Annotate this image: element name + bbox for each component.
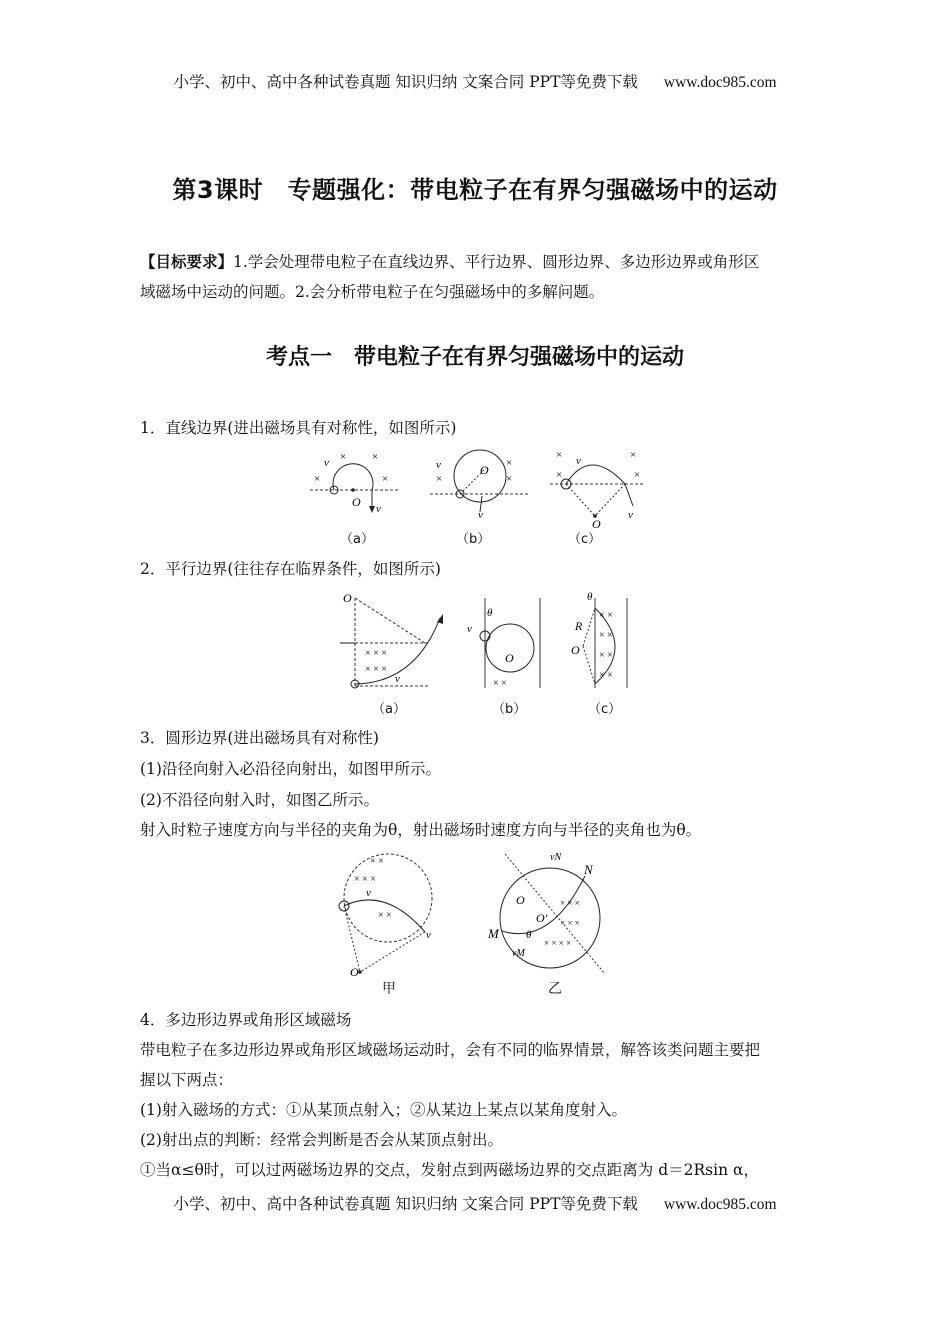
fig1a xyxy=(310,451,400,515)
svg-text:×: × xyxy=(634,469,641,481)
fig2b-v: v xyxy=(467,623,472,635)
svg-text:× × × ×: × × × × xyxy=(544,938,572,948)
svg-text:× × ×: × × × xyxy=(354,874,376,885)
svg-text:×: × xyxy=(314,473,321,485)
caption-2a: （a） xyxy=(372,702,406,717)
svg-text:×: × xyxy=(506,457,513,469)
figure-parallel-boundary xyxy=(335,588,645,698)
fig3-yi-vN: vN xyxy=(550,852,562,863)
fig3-jia xyxy=(339,854,432,976)
footer-text: 小学、初中、高中各种试卷真题 知识归纳 文案合同 PPT等免费下载 xyxy=(173,1195,638,1213)
item-4b: 握以下两点： xyxy=(140,1071,234,1089)
caption-jia: 甲 xyxy=(382,981,396,997)
fig1b xyxy=(430,450,530,521)
svg-text:× × ×: × × × xyxy=(365,648,387,659)
fig2b-O: O xyxy=(505,651,514,665)
fig2a-O: O xyxy=(343,591,352,605)
goal-line-2: 域磁场中运动的问题。2.会分析带电粒子在匀强磁场中的多解问题。 xyxy=(140,283,605,301)
fig2c-R: R xyxy=(575,619,583,633)
caption-1b: （b） xyxy=(456,532,491,547)
svg-text:×: × xyxy=(556,449,563,461)
fig3-jia-v: v xyxy=(366,887,371,899)
svg-text:×: × xyxy=(630,449,637,461)
svg-text:×: × xyxy=(340,451,347,463)
item-4: 4．多边形边界或角形区域磁场 xyxy=(140,1011,352,1029)
goal-line-1 xyxy=(140,250,820,274)
fig2c-theta: θ xyxy=(587,591,593,603)
fig3-yi-theta: θ xyxy=(526,929,532,941)
svg-text:×: × xyxy=(506,473,513,485)
svg-text:×: × xyxy=(556,469,563,481)
fig2c-O: O xyxy=(571,643,580,657)
svg-text:× ×: × × xyxy=(599,610,613,621)
item-3b: (2)不沿径向射入时，如图乙所示。 xyxy=(140,791,379,809)
header-text: 小学、初中、高中各种试卷真题 知识归纳 文案合同 PPT等免费下载 xyxy=(173,73,638,91)
item-3c: 射入时粒子速度方向与半径的夹角为θ，射出磁场时速度方向与半径的夹角也为θ。 xyxy=(140,821,702,839)
figure-circular-boundary xyxy=(330,846,630,976)
caption-1a: （a） xyxy=(340,532,374,547)
fig3-yi-M: M xyxy=(488,926,499,941)
item-4c: (1)射入磁场的方式：①从某顶点射入；②从某边上某点以某角度射入。 xyxy=(140,1101,627,1119)
fig1a-v2: v xyxy=(376,503,381,515)
fig2b-theta: θ xyxy=(487,607,493,619)
fig3-jia-v2: v xyxy=(426,929,431,941)
page-footer xyxy=(0,1192,950,1214)
svg-text:×: × xyxy=(372,451,379,463)
fig3-yi-N: N xyxy=(584,862,593,877)
svg-text:×: × xyxy=(436,473,443,485)
fig3-yi-O1: O' xyxy=(536,911,548,925)
fig1c-v2: v xyxy=(628,509,633,521)
svg-text:× × ×: × × × xyxy=(560,898,580,908)
footer-site[interactable]: www.doc985.com xyxy=(663,1196,777,1213)
item-3: 3．圆形边界(进出磁场具有对称性) xyxy=(140,729,379,747)
fig1c-v: v xyxy=(576,455,581,467)
item-2: 2．平行边界(往往存在临界条件，如图所示) xyxy=(140,560,441,578)
fig2b xyxy=(467,598,540,689)
header-site[interactable]: www.doc985.com xyxy=(663,74,777,91)
svg-text:× ×: × × xyxy=(378,910,392,921)
svg-text:× ×: × × xyxy=(493,678,507,689)
goal-text-1: 1.学会处理带电粒子在直线边界、平行边界、圆形边界、多边形边界或角形区 xyxy=(233,253,760,271)
svg-text:× ×: × × xyxy=(370,856,384,867)
svg-text:× ×: × × xyxy=(599,670,613,681)
section-heading: 考点一 带电粒子在有界匀强磁场中的运动 xyxy=(265,345,684,370)
svg-text:× ×: × × xyxy=(599,630,613,641)
item-3a: (1)沿径向射入必沿径向射出，如图甲所示。 xyxy=(140,760,441,778)
fig3-yi xyxy=(487,852,605,974)
fig1c xyxy=(550,449,645,531)
svg-text:× × ×: × × × xyxy=(365,664,387,675)
item-4d: (2)射出点的判断：经常会判断是否会从某顶点射出。 xyxy=(140,1131,503,1149)
svg-text:×: × xyxy=(382,473,389,485)
page-title: 第3课时 专题强化：带电粒子在有界匀强磁场中的运动 xyxy=(172,176,778,204)
item-4a: 带电粒子在多边形边界或角形区域磁场运动时，会有不同的临界情景，解答该类问题主要把 xyxy=(140,1041,761,1059)
fig3-jia-O: O xyxy=(350,965,359,976)
fig1a-O: O xyxy=(352,495,361,509)
fig1a-v: v xyxy=(324,457,329,469)
caption-1c: （c） xyxy=(568,532,602,547)
svg-text:× × ×: × × × xyxy=(560,918,580,928)
fig1b-O: O xyxy=(480,463,489,477)
caption-yi: 乙 xyxy=(548,981,562,997)
fig2a-v: v xyxy=(395,673,400,685)
caption-2c: （c） xyxy=(588,702,622,717)
fig3-yi-vM: vM xyxy=(512,948,525,959)
page-header xyxy=(0,70,950,92)
caption-2b: （b） xyxy=(492,702,527,717)
item-4e: ①当α≤θ时，可以过两磁场边界的交点，发射点到两磁场边界的交点距离为 d＝2Rsin α， xyxy=(140,1161,759,1179)
fig2c xyxy=(571,591,627,688)
fig3-yi-O: O xyxy=(516,893,525,907)
item-1: 1．直线边界(进出磁场具有对称性，如图所示) xyxy=(140,419,457,437)
goal-label: 【目标要求】 xyxy=(140,253,234,271)
fig1b-v2: v xyxy=(478,509,483,521)
fig1b-v: v xyxy=(436,459,441,471)
fig2a xyxy=(340,591,443,688)
svg-text:× ×: × × xyxy=(599,650,613,661)
fig1c-O: O xyxy=(592,517,601,531)
